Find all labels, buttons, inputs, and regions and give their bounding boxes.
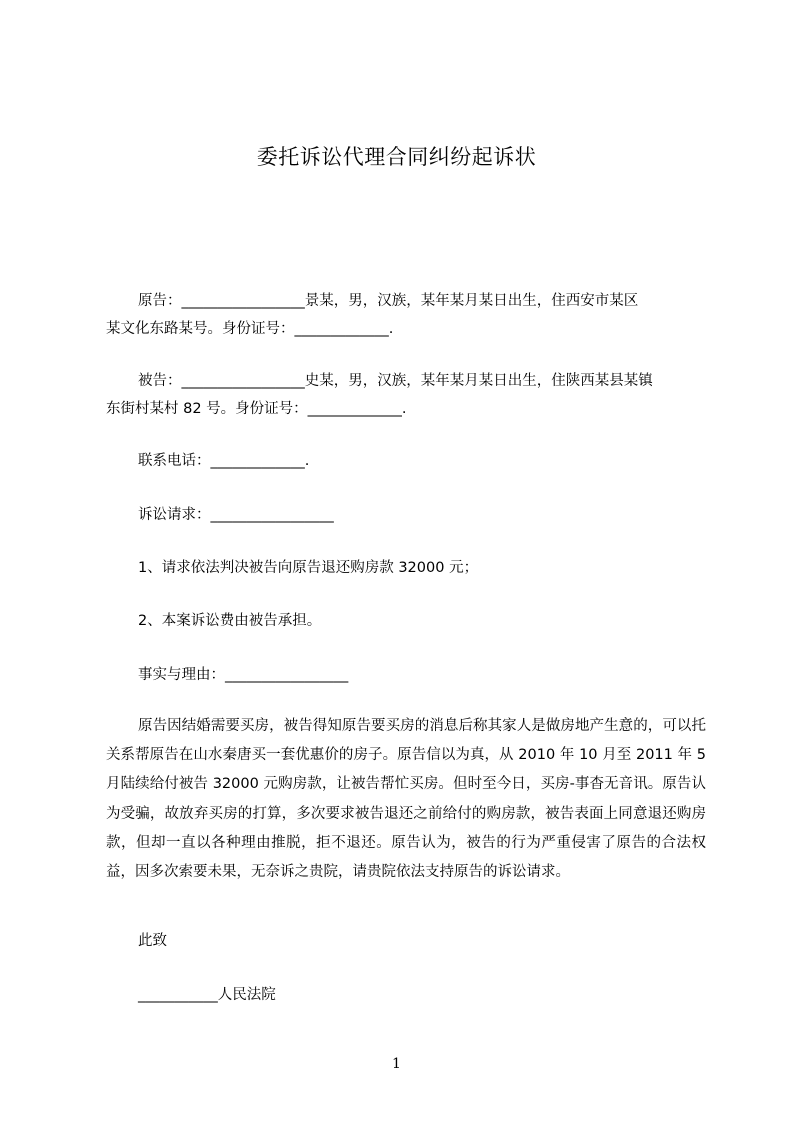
facts-body: 原告因结婚需要买房，被告得知原告要买房的消息后称其家人是做房地产生意的，可以托关系帮原告在山水秦唐买一套优惠价的房子。原告信以为真，从 2010 年 10 月至 2011 年 5 月陆续给付被告 32000 元购房款，让被告帮忙买房。但时至今日，买房-事杳无音讯。原告认为受骗，故放弃买房的打算，多次要求被告退还之前给付的购房款，被告表面上同意退还购房款，但却一直以各种理由推脱，拒不退还。原告认为，被告的行为严重侵害了原告的合法权益，因多次索要未果，无奈诉之贵院，请贵院依法支持原告的诉讼请求。 [106,718,706,881]
page-number: 1 [392,1056,401,1072]
plaintiff-line-1: 原告：_________________景某，男，汉族，某年某月某日出生，住西安市某区 [138,293,639,309]
phone-line: 联系电话：_____________. [138,453,310,469]
plaintiff-line-2: 某文化东路某号。身份证号：_____________. [106,321,394,337]
claims-heading: 诉讼请求：_________________ [138,507,334,523]
claim-item-2: 2、本案诉讼费由被告承担。 [138,613,322,629]
document-title: 委托诉讼代理合同纠纷起诉状 [256,145,537,169]
facts-heading: 事实与理由：_________________ [138,667,349,683]
court-line: ___________人民法院 [138,987,276,1003]
claim-item-1: 1、请求依法判决被告向原告退还购房款 32000 元； [138,560,479,576]
closing-text: 此致 [138,933,167,949]
defendant-line-1: 被告：_________________史某，男，汉族，某年某月某日出生，住陕西某县某镇 [138,373,653,389]
defendant-line-2: 东街村某村 82 号。身份证号：_____________. [106,401,407,417]
